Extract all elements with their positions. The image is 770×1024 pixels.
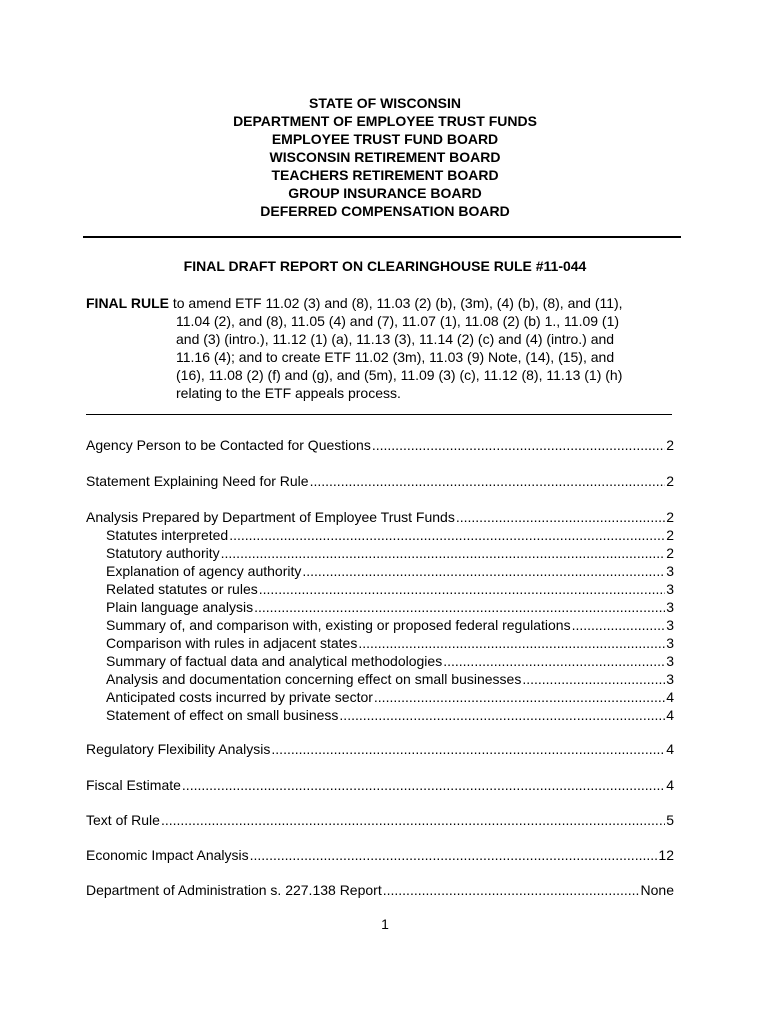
toc-entry-agency-authority: [106, 562, 674, 580]
toc-leader: [383, 881, 640, 899]
toc-entry-federal-regulations: [106, 616, 674, 634]
toc-leader: [271, 740, 665, 758]
toc-entry-text-of-rule: [86, 811, 674, 829]
header-line-state: STATE OF WISCONSIN: [309, 95, 461, 111]
toc-leader: [182, 776, 665, 794]
toc-leader: [374, 688, 665, 706]
toc-entry-page: 4: [666, 777, 674, 793]
toc-entry-title: Economic Impact Analysis: [86, 847, 249, 863]
toc-leader: [259, 580, 665, 598]
toc-entry-page: 4: [666, 741, 674, 757]
toc-entry-page: 2: [666, 509, 674, 525]
final-rule-first-line: [86, 294, 676, 312]
toc-entry-doa-report: [86, 881, 674, 899]
toc-leader: [522, 670, 665, 688]
toc-entry-title: Fiscal Estimate: [86, 777, 181, 793]
header-line-etf-board: EMPLOYEE TRUST FUND BOARD: [271, 131, 499, 147]
toc-entry-page: None: [640, 882, 674, 898]
toc-leader: [339, 706, 665, 724]
agency-header: [0, 94, 770, 220]
toc-entry-page: 3: [666, 599, 674, 615]
toc-leader: [358, 634, 665, 652]
toc-entry-page: 5: [666, 812, 674, 828]
toc-entry-page: 2: [666, 473, 674, 489]
toc-leader: [254, 598, 665, 616]
toc-entry-page: 2: [666, 527, 674, 543]
toc-entry-title: Statement Explaining Need for Rule: [86, 473, 309, 489]
toc-entry-title: Analysis and documentation concerning effect on small businesses: [106, 671, 522, 687]
toc-entry-title: Analysis Prepared by Department of Employee Trust Funds: [86, 509, 455, 525]
toc-entry-fiscal-estimate: [86, 776, 674, 794]
toc-entry-page: 12: [658, 847, 674, 863]
toc-entry-small-business-effect: [106, 706, 674, 724]
toc-entry-title: Agency Person to be Contacted for Questions: [86, 437, 371, 453]
toc-entry-title: Plain language analysis: [106, 599, 254, 615]
toc-entry-economic-impact: [86, 846, 674, 864]
toc-entry-anticipated-costs: [106, 688, 674, 706]
toc-entry-page: 3: [666, 581, 674, 597]
report-title: FINAL DRAFT REPORT ON CLEARINGHOUSE RULE #11-044: [183, 258, 587, 274]
toc-entry-title: Statutes interpreted: [106, 527, 229, 543]
toc-entry-title: Summary of, and comparison with, existing or proposed federal regulations: [106, 617, 571, 633]
toc-entry-title: Statutory authority: [106, 545, 220, 561]
toc-leader: [443, 652, 665, 670]
toc-entry-page: 2: [666, 545, 674, 561]
header-line-teachers-retirement-board: TEACHERS RETIREMENT BOARD: [271, 167, 499, 183]
toc-entry-title: Regulatory Flexibility Analysis: [86, 741, 271, 757]
toc-entry-statutory-authority: [106, 544, 674, 562]
final-rule-line: 11.04 (2), and (8), 11.05 (4) and (7), 11.07 (1), 11.08 (2) (b) 1., 11.09 (1): [176, 313, 620, 329]
toc-entry-title: Statement of effect on small business: [106, 707, 339, 723]
toc-entry-factual-data: [106, 652, 674, 670]
toc-entry-title: Summary of factual data and analytical methodologies: [106, 653, 443, 669]
toc-entry-page: 3: [666, 617, 674, 633]
toc-leader: [372, 436, 665, 454]
header-line-deferred-compensation-board: DEFERRED COMPENSATION BOARD: [260, 203, 510, 219]
toc-entry-statutes-interpreted: [106, 526, 674, 544]
toc-entry-title: Text of Rule: [86, 812, 160, 828]
header-line-department: DEPARTMENT OF EMPLOYEE TRUST FUNDS: [233, 113, 537, 129]
toc-entry-page: 3: [666, 653, 674, 669]
toc-entry-page: 2: [666, 437, 674, 453]
toc-entry-regulatory-flexibility: [86, 740, 674, 758]
final-rule-label: FINAL RULE: [86, 295, 169, 311]
final-rule-line: relating to the ETF appeals process.: [176, 385, 401, 401]
toc-entry-plain-language: [106, 598, 674, 616]
toc-entry-title: Explanation of agency authority: [106, 563, 302, 579]
toc-entry-title: Anticipated costs incurred by private sector: [106, 689, 373, 705]
header-line-wisconsin-retirement-board: WISCONSIN RETIREMENT BOARD: [269, 149, 501, 165]
toc-entry-page: 3: [666, 635, 674, 651]
final-rule-paragraph: [86, 294, 676, 402]
toc-leader: [221, 544, 666, 562]
toc-leader: [229, 526, 665, 544]
final-rule-line: (16), 11.08 (2) (f) and (g), and (5m), 11.09 (3) (c), 11.12 (8), 11.13 (1) (h): [176, 367, 623, 383]
toc-entry-small-business-analysis: [106, 670, 674, 688]
toc-entry-title: Related statutes or rules: [106, 581, 258, 597]
section-divider: [86, 414, 672, 415]
toc-leader: [161, 811, 665, 829]
toc-entry-analysis: [86, 508, 674, 526]
toc-entry-page: 4: [666, 689, 674, 705]
header-line-group-insurance-board: GROUP INSURANCE BOARD: [288, 185, 482, 201]
toc-entry-page: 3: [666, 671, 674, 687]
toc-entry-agency-contact: [86, 436, 674, 454]
toc-leader: [456, 508, 665, 526]
toc-entry-adjacent-states: [106, 634, 674, 652]
toc-leader: [572, 616, 666, 634]
toc-entry-page: 3: [666, 563, 674, 579]
page-number: 1: [381, 916, 389, 932]
toc-leader: [310, 472, 666, 490]
toc-entry-title: Department of Administration s. 227.138 Report: [86, 882, 382, 898]
final-rule-line: 11.16 (4); and to create ETF 11.02 (3m), 11.03 (9) Note, (14), (15), and: [176, 349, 615, 365]
toc-leader: [302, 562, 665, 580]
header-divider: [83, 236, 681, 238]
toc-entry-page: 4: [666, 707, 674, 723]
toc-entry-related-statutes: [106, 580, 674, 598]
final-rule-line: and (3) (intro.), 11.12 (1) (a), 11.13 (3), 11.14 (2) (c) and (4) (intro.) and: [176, 331, 615, 347]
toc-entry-need-for-rule: [86, 472, 674, 490]
toc-leader: [250, 846, 658, 864]
final-rule-text: to amend ETF 11.02 (3) and (8), 11.03 (2) (b), (3m), (4) (b), (8), and (11),: [168, 295, 623, 311]
toc-entry-title: Comparison with rules in adjacent states: [106, 635, 358, 651]
